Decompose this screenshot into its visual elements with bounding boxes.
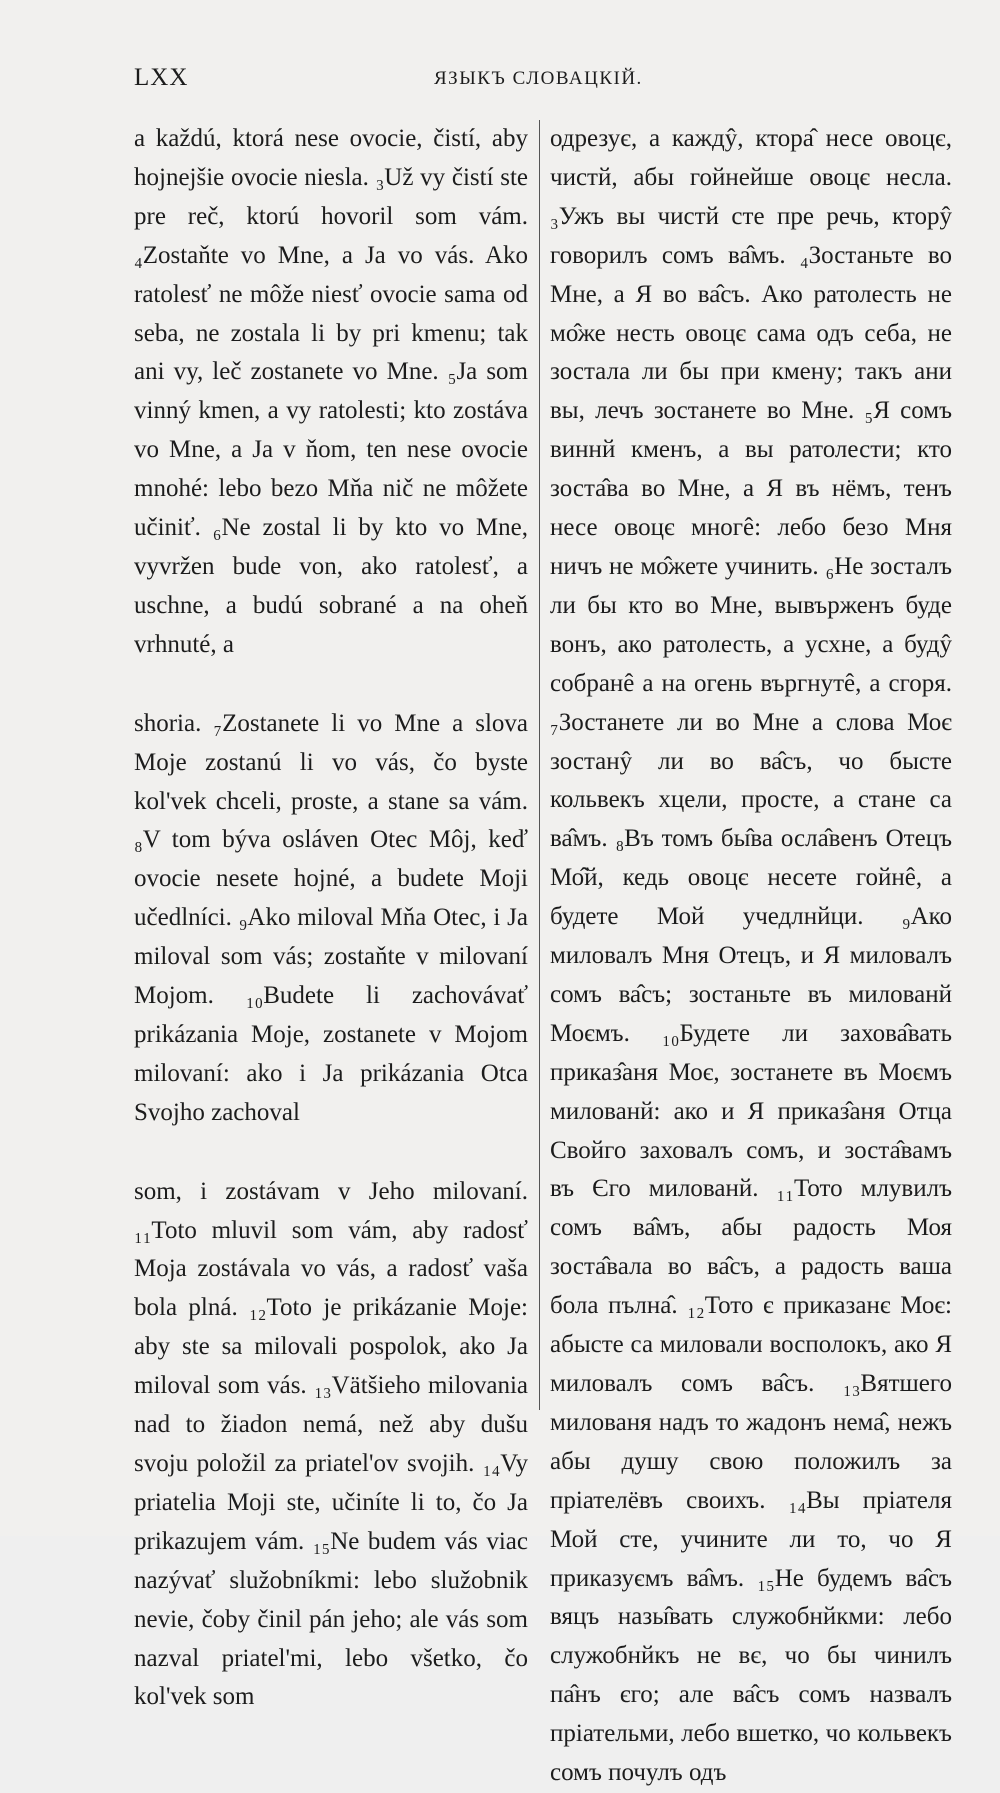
slovak-cyrillic-column bbox=[550, 120, 952, 1793]
slovak-latin-column bbox=[134, 120, 528, 1717]
left-text-block-2: shoria. ₇Zostanete li vo Mne a slova Moje zostanú li vo vás, čo byste kol'vek chceli, proste, a stane sa vám. ₈V tom býva osláven Otec Môj, keď ovocie nesete hojné, a budete Moji učedlníci. ₉Ako miloval Mňa Otec, i Ja miloval som vás; zostaňte v milovaní Mojom. ₁₀Budete li zachovávať prikázania Moje, zostanete v Mojom milovaní: ako i Ja prikázania Otca Svojho zachoval bbox=[134, 709, 528, 1126]
left-gap-1 bbox=[134, 665, 528, 705]
page-number: LXX bbox=[134, 64, 189, 91]
left-text-block-3: som, i zostávam v Jeho milovaní. ₁₁Toto mluvil som vám, aby radosť Moja zostávala vo vás, a radosť vaša bola plná. ₁₂Toto je prikázanie Moje: aby ste sa milovali pospolok, ako Ja miloval som vás. ₁₃Vätšieho milovania nad to žiadon nemá, než aby dušu svoju položil za priatel'ov svojih. ₁₄Vy priatelia Moji ste, učiníte li to, čo Ja prikazujem vám. ₁₅Ne budem vás viac nazývať služobníkmi: lebo služobnik nevie, čoby činil pán jeho; ale vás som nazval priatel'mi, lebo všetko, čo kol'vek som bbox=[134, 1177, 528, 1711]
left-gap-2 bbox=[134, 1133, 528, 1173]
left-text-block-1: a každú, ktorá nese ovocie, čistí, aby hojnejšie ovocie niesla. ₃Už vy čistí ste pre reč, ktorú hovoril som vám. ₄Zostaňte vo Mne, a Ja vo vás. Ako ratolesť ne môže niesť ovocie sama od seba, ne zostala li by pri kmenu; tak ani vy, leč zostanete vo Mne. ₅Ja som vinný kmen, a vy ratolesti; kto zostáva vo Mne, a Ja v ňom, ten nese ovocie mnohé: lebo bezo Mňa nič ne môžete učiniť. ₆Ne zostal li by kto vo Mne, vyvržen bude von, ako ratolesť, a uschne, a budú sobrané a na oheň vrhnuté, a bbox=[134, 125, 528, 658]
right-text-block: одрезує, а каждŷ, ктора̂ несе овоцє, чистй, абы гойнейше овоцє несла. ₃Ужъ вы чистй сте пре речь, кторŷ говорилъ сомъ ва̂мъ. ₄Зостаньте во Мне, а Я во ва̂съ. Ако ратолесть не мо̂же несть овоцє сама одъ себа, не зостала ли бы при кмену; такъ ани вы, лечъ зостанете во Мне. ₅Я сомъ виннй кменъ, а вы ратолести; кто зоста̂ва во Мне, а Я въ нёмъ, тенъ несе овоцє многê: лебо безо Мня ничъ не мо̂жете учинить. ₆Не зосталъ ли бы кто во Мне, вывърженъ буде вонъ, ако ратолесть, а усхне, а будŷ собранê а на огень въргнутê, а сгоря. ₇Зостанете ли во Мне а слова Моє зостанŷ ли во ва̂съ, чо бысте кольвекъ хцели, просте, а стане са ва̂мъ. ₈Въ томъ бы̂ва осла̂венъ Отецъ Мо̂й, кедь овоцє несете гойнê, а будете Мой учедлнйци. ₉Ако миловалъ Мня Отецъ, и Я миловалъ сомъ ва̂съ; зостаньте въ милованй Моємъ. ₁₀Будете ли захова̂вать приказ̂аня Моє, зостанете въ Моємъ милованй: ако и Я приказ̂аня Отца Свойго заховалъ сомъ, и зоста̂вамъ въ Єго милованй. ₁₁Тото млувилъ сомъ ва̂мъ, абы радость Моя зоста̂вала во ва̂съ, а радость ваша бола пълна̂. ₁₂Тото є приказанє Моє: абысте са миловали восполокъ, ако Я миловалъ сомъ ва̂съ. ₁₃Вятшего милованя надъ то жадонъ нема̂, нежъ абы душу свою положилъ за пріателёвъ своихъ. ₁₄Вы пріателя Мой сте, учините ли то, чо Я приказуємъ ва̂мъ. ₁₅Не будемъ ва̂съ вяцъ назы̂вать служобнйкми: лебо служобнйкъ не вє, чо бы чинилъ па̂нъ єго; але ва̂съ сомъ назвалъ пріательми, лебо вшетко, чо кольвекъ сомъ почулъ одъ bbox=[550, 125, 952, 1787]
column-divider bbox=[539, 120, 540, 1410]
running-title: ЯЗЫКЪ СЛОВАЦКІЙ. bbox=[434, 68, 643, 89]
page-header bbox=[134, 64, 954, 100]
